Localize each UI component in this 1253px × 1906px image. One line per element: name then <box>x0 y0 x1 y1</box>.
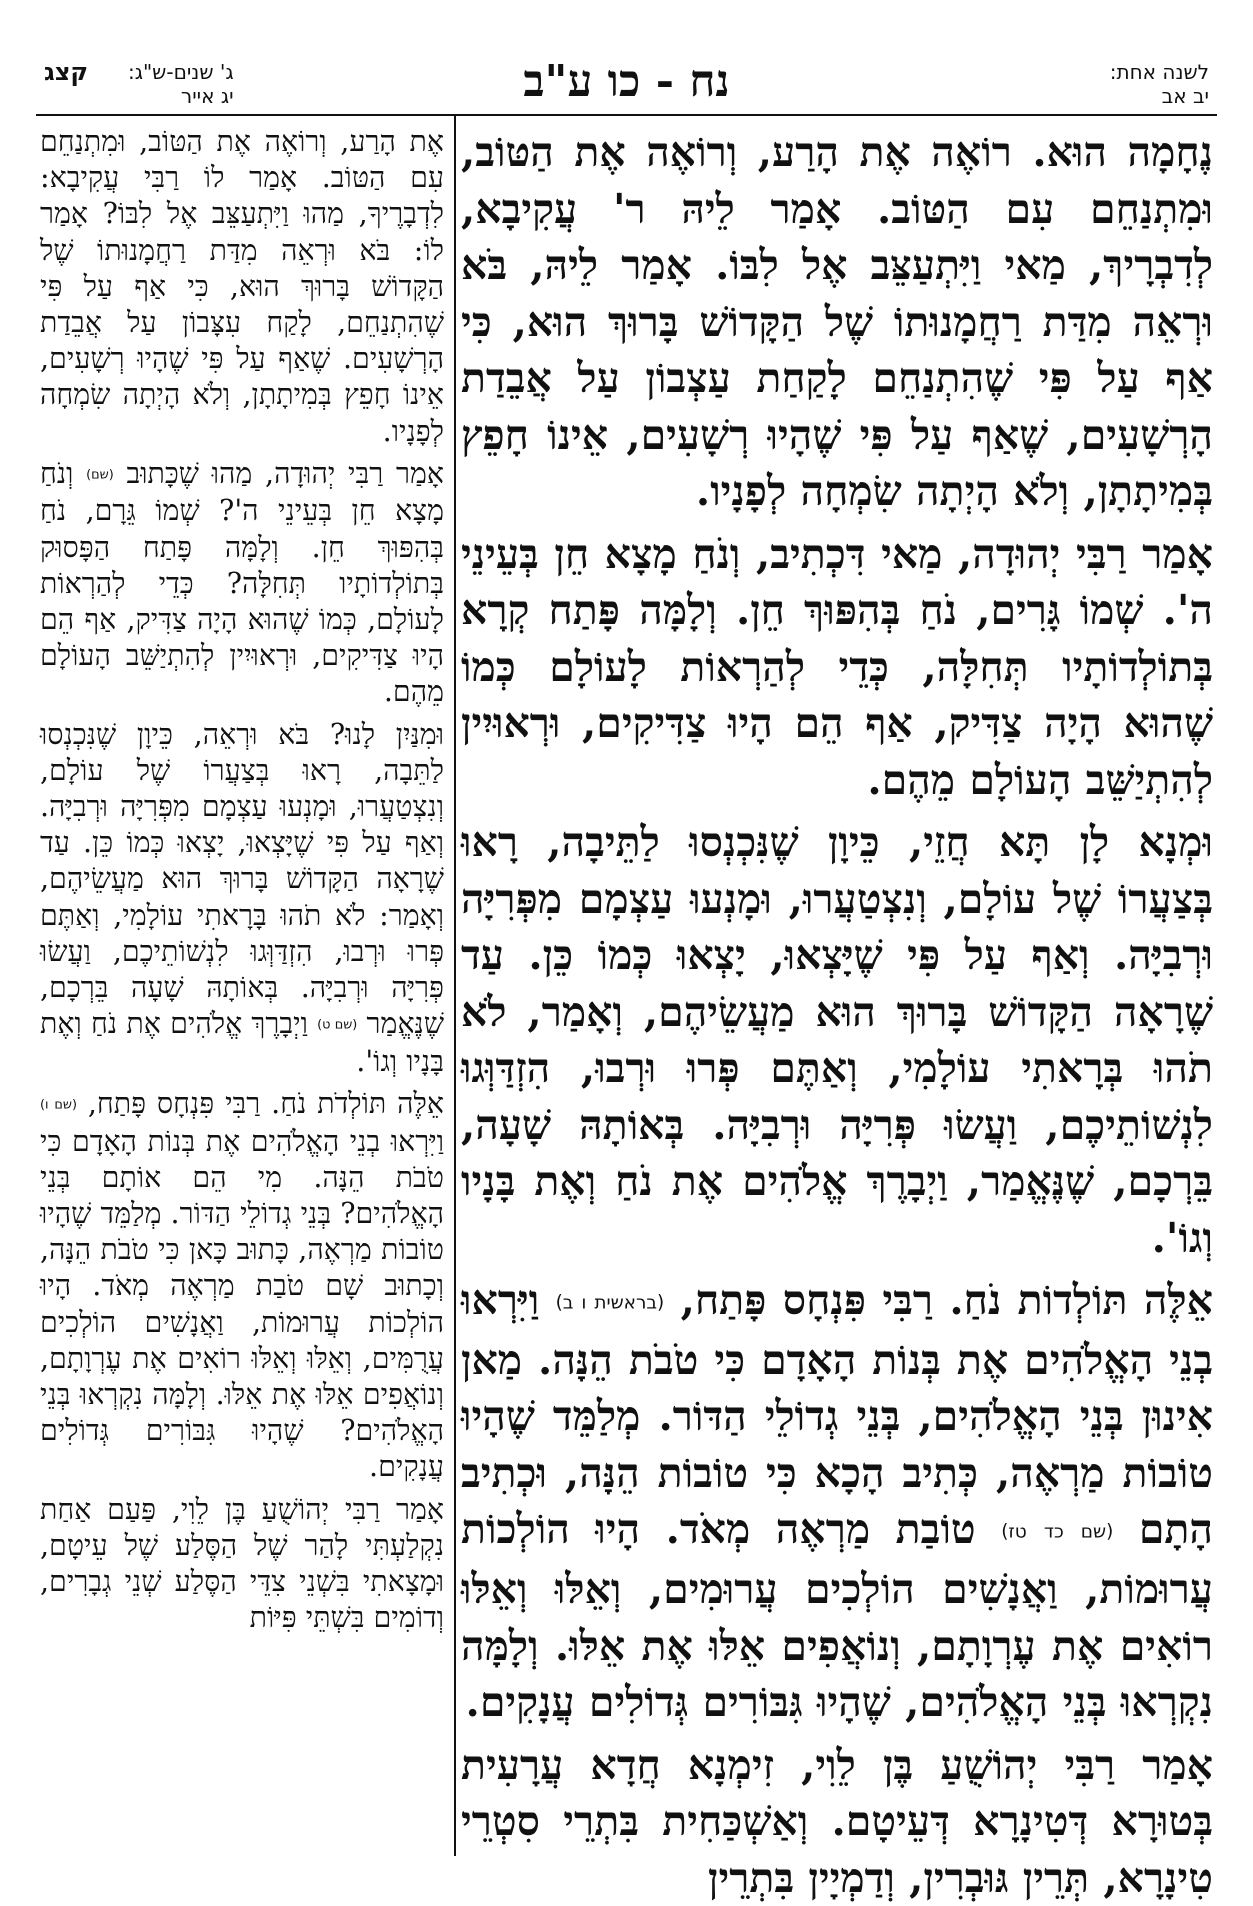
main-paragraph <box>461 1272 1213 1731</box>
verse-reference: (שם) <box>86 467 114 482</box>
main-paragraph <box>461 124 1213 520</box>
main-paragraph <box>461 1737 1213 1906</box>
main-paragraph <box>461 814 1213 1266</box>
commentary-paragraph <box>40 1492 444 1637</box>
commentary-paragraph-text: אָמַר רַבִּי יְהוֹשֻׁעַ בֶּן לֵוִי, פַּעַם אַחַת נִקְלַעְתִּי לָהַר שֶׁל הַסֶּלַע שֶׁל עֵיטָם, וּמָצָאתִי בִּשְׁנֵי צִדֵּי הַסֶּלַע שְׁנֵי גְבָרִים, וְדוֹמִים בִּשְׁתֵּי פִּיּוֹת <box>40 1493 444 1635</box>
main-paragraph-text: אָמַר רַבִּי יְהוּדָה, מַאי דִּכְתִיב, וְנֹחַ מָצָא חֵן בְּעֵינֵי ה'. שְׁמוֹ גָּרִים, נֹחַ בְּהִפּוּךְ חֵן. וְלָמָּה פָּתַח קְרָא בְּתוֹלְדוֹתָיו תְּחִלָּה, כְּדֵי לְהַרְאוֹת לָעוֹלָם כְּמוֹ שֶׁהוּא הָיָה צַדִּיק, אַף הֵם הָיוּ צַדִּיקִים, וּרְאוּיִין לְהִתְיַשֵּׁב הָעוֹלָם מֵהֶם. <box>461 530 1213 804</box>
schedule-three-years-date: יג אייר <box>128 84 234 108</box>
commentary-paragraph-text: אֶת הָרַע, וְרוֹאֶה אֶת הַטּוֹב, וּמִתְנַחֵם עִם הַטּוֹב. אָמַר לוֹ רַבִּי עֲקִיבָא: לִדְבָרֶיךָ, מַהוּ וַיִּתְעַצֵּב אֶל לִבּוֹ? אָמַר לוֹ: בֹּא וּרְאֵה מִדַּת רַחֲמָנוּתוֹ שֶׁל הַקָּדוֹשׁ בָּרוּךְ הוּא, כִּי אַף עַל פִּי שֶׁהִתְנַחֵם, לָקַח עִצָּבוֹן עַל אֲבֵדַת הָרְשָׁעִים. שֶׁאַף עַל פִּי שֶׁהָיוּ רְשָׁעִים, אֵינוֹ חָפֵץ בְּמִיתָתָן, וְלֹא הָיְתָה שִׂמְחָה לְפָנָיו. <box>40 125 444 448</box>
commentary-paragraph-text: אֵלֶּה תּוֹלְדֹת נֹחַ. רַבִּי פִּנְחָס פָּתַח, <box>77 1087 444 1120</box>
page-number: קצג <box>44 58 88 86</box>
main-paragraph-text: אָמַר רַבִּי יְהוֹשֻׁעַ בֶּן לֵוִי, זִימְנָא חֲדָא עֲרָעִית בְּטוּרָא דְּטִינָרָא דְּעֵיטָם. וְאַשְׁכַּחִית בִּתְרֵי סִטְרֵי טִינָרָא, תְּרֵין גּוּבְרִין, וְדַמְיָין בִּתְרֵין <box>461 1741 1213 1902</box>
schedule-one-year-date: יב אב <box>1110 84 1209 108</box>
main-paragraph-text: אֵלֶּה תּוֹלְדוֹת נֹחַ. רַבִּי פִּנְחָס פָּתַח, <box>664 1276 1213 1324</box>
verse-reference: (שם כד טז) <box>1001 1522 1113 1543</box>
main-paragraph-text: וַיִּרְאוּ בְנֵי הָאֱלֹהִים אֶת בְּנוֹת הָאָדָם כִּי טֹבֹת הֵנָּה. מַאן אִינוּן בְּנֵי הָאֱלֹהִים, בְּנֵי גְדוֹלֵי הַדּוֹר. מְלַמֵּד שֶׁהָיוּ טוֹבוֹת מַרְאֶה, כְּתִיב הָכָא כִּי טוֹבוֹת הֵנָּה, וּכְתִיב הָתָם <box>461 1276 1213 1553</box>
verse-reference: (שם ו) <box>40 1097 77 1112</box>
commentary-paragraph-text: אָמַר רַבִּי יְהוּדָה, מַהוּ שֶׁכָּתוּב <box>114 457 444 490</box>
commentary-paragraph <box>40 124 444 450</box>
main-paragraph-text: וּמְנָא לָן תָּא חֲזֵי, כֵּיוָן שֶׁנִּכְנְסוּ לַתֵּיבָה, רָאוּ בְּצַעֲרוֹ שֶׁל עוֹלָם, וְנִצְטַעֲרוּ, וּמָנְעוּ עַצְמָם מִפְּרִיָּה וּרְבִיָּה. וְאַף עַל פִּי שֶׁיָּצְאוּ, יָצְאוּ כְּמוֹ כֵּן. עַד שֶׁרָאָה הַקָּדוֹשׁ בָּרוּךְ הוּא מַעֲשֵׂיהֶם, וְאָמַר, לֹא תֹהוּ בְּרָאתִי עוֹלָמִי, וְאַתֶּם פְּרוּ וּרְבוּ, הִזְדַּוְּגוּ לִנְשׁוֹתֵיכֶם, וַעֲשׂוּ פְּרִיָּה וּרְבִיָּה. בְּאוֹתָהּ שָׁעָה, בֵּרְכָם, שֶׁנֶּאֱמַר, וַיְבָרֶךְ אֱלֹהִים אֶת נֹחַ וְאֶת בָּנָיו וְגוֹ'. <box>461 818 1213 1262</box>
commentary-paragraph-text: וַיְבָרֶךְ אֱלֹהִים אֶת נֹחַ וְאֶת בָּנָיו וְגוֹ'. <box>40 1007 444 1078</box>
verse-reference: (שם ט) <box>317 1018 357 1033</box>
schedule-three-years <box>128 60 234 108</box>
commentary-paragraph-text: וּמִנַּיִן לָנוּ? בֹּא וּרְאֵה, כֵּיוָן שֶׁנִּכְנְסוּ לַתֵּבָה, רָאוּ בְּצַעֲרוֹ שֶׁל עוֹלָם, וְנִצְטַעֲרוּ, וּמָנְעוּ עַצְמָם מִפְּרִיָּה וּרְבִיָּה. וְאַף עַל פִּי שֶׁיָּצְאוּ, יָצְאוּ כְּמוֹ כֵּן. עַד שֶׁרָאָה הַקָּדוֹשׁ בָּרוּךְ הוּא מַעֲשֵׂיהֶם, וְאָמַר: לֹא תֹהוּ בָּרָאתִי עוֹלָמִי, וְאַתֶּם פְּרוּ וּרְבוּ, הִזְדַּוְּגוּ לִנְשׁוֹתֵיכֶם, וַעֲשׂוּ פְּרִיָּה וּרְבִיָּה. בְּאוֹתָהּ שָׁעָה בֵּרְכָם, שֶׁנֶּאֱמַר <box>40 718 444 1041</box>
commentary-paragraph-text: וְנֹחַ מָצָא חֵן בְּעֵינֵי ה'? שְׁמוֹ גֵּרָם, נֹחַ בְּהִפּוּךְ חֵן. וְלָמָּה פָּתַח הַפָּסוּק בְּתוֹלְדוֹתָיו תְּחִלָּה? כְּדֵי לְהַרְאוֹת לָעוֹלָם, כְּמוֹ שֶׁהוּא הָיָה צַדִּיק, אַף הֵם הָיוּ צַדִּיקִים, וּרְאוּיִין לְהִתְיַשֵּׁב הָעוֹלָם מֵהֶם. <box>40 457 444 709</box>
commentary-paragraph <box>40 1086 444 1486</box>
schedule-three-years-label: ג' שנים-ש"ג: <box>128 60 234 84</box>
column-divider <box>454 116 456 1856</box>
main-paragraph <box>461 526 1213 809</box>
main-text-column <box>461 124 1213 1844</box>
commentary-column <box>40 124 444 1844</box>
commentary-paragraph-text: וַיִּרְאוּ בְנֵי הָאֱלֹהִים אֶת בְּנוֹת הָאָדָם כִּי טֹבֹת הֵנָּה. מִי הֵם אוֹתָם בְּנֵי הָאֱלֹהִים? בְּנֵי גְדוֹלֵי הַדּוֹר. מְלַמֵּד שֶׁהָיוּ טוֹבוֹת מַרְאֶה, כָּתוּב כָּאן כִּי טֹבֹת הֵנָּה, וְכָתוּב שָׁם טֹבַת מַרְאֶה מְאֹד. הָיוּ הוֹלְכוֹת עֲרוּמוֹת, וַאֲנָשִׁים הוֹלְכִים עֲרֻמִּים, וְאֵלּוּ וְאֵלּוּ רוֹאִים אֶת עֶרְוָתָם, וְנוֹאֲפִים אֵלּוּ אֶת אֵלּוּ. וְלָמָּה נִקְרְאוּ בְּנֵי הָאֱלֹהִים? שֶׁהָיוּ גִּבּוֹרִים גְּדוֹלִים עֲנָקִים. <box>40 1125 444 1484</box>
commentary-paragraph <box>40 456 444 711</box>
page-header <box>36 56 1217 116</box>
commentary-paragraph <box>40 717 444 1080</box>
main-paragraph-text: נֶחָמָה הוּא. רוֹאֶה אֶת הָרַע, וְרוֹאֶה אֶת הַטּוֹב, וּמִתְנַחֵם עִם הַטּוֹב. אָמַר לֵיהּ ר' עֲקִיבָא, לְדִבְרָיךְ, מַאי וַיִּתְעַצֵּב אֶל לִבּוֹ. אָמַר לֵיהּ, בֹּא וּרְאֵה מִדַּת רַחֲמָנוּתוֹ שֶׁל הַקָּדוֹשׁ בָּרוּךְ הוּא, כִּי אַף עַל פִּי שֶׁהִתְנַחֵם לָקַחַת עַצְבוֹן עַל אֲבֵדַת הָרְשָׁעִים, שֶׁאַף עַל פִּי שֶׁהָיוּ רְשָׁעִים, אֵינוֹ חָפֵץ בְּמִיתָתָן, וְלֹא הָיְתָה שִׂמְחָה לְפָנָיו. <box>461 128 1213 515</box>
main-paragraph-text: טוֹבַת מַרְאֶה מְאֹד. הָיוּ הוֹלְכוֹת עֲרוּמוֹת, וַאֲנָשִׁים הוֹלְכִים עֲרוּמִים, וְאֵלּוּ וְאֵלּוּ רוֹאִים אֶת עֶרְוָתָם, וְנוֹאֲפִים אֵלּוּ אֶת אֵלּוּ. וְלָמָּה נִקְרְאוּ בְּנֵי הָאֱלֹהִים, שֶׁהָיוּ גִּבּוֹרִים גְּדוֹלִים עֲנָקִים. <box>461 1505 1213 1726</box>
page-title: נח - כו ע"ב <box>36 56 1217 108</box>
header-rule <box>36 114 1217 116</box>
schedule-one-year-label: לשנה אחת: <box>1110 60 1209 84</box>
verse-reference: (בראשית ו ב) <box>556 1292 665 1313</box>
